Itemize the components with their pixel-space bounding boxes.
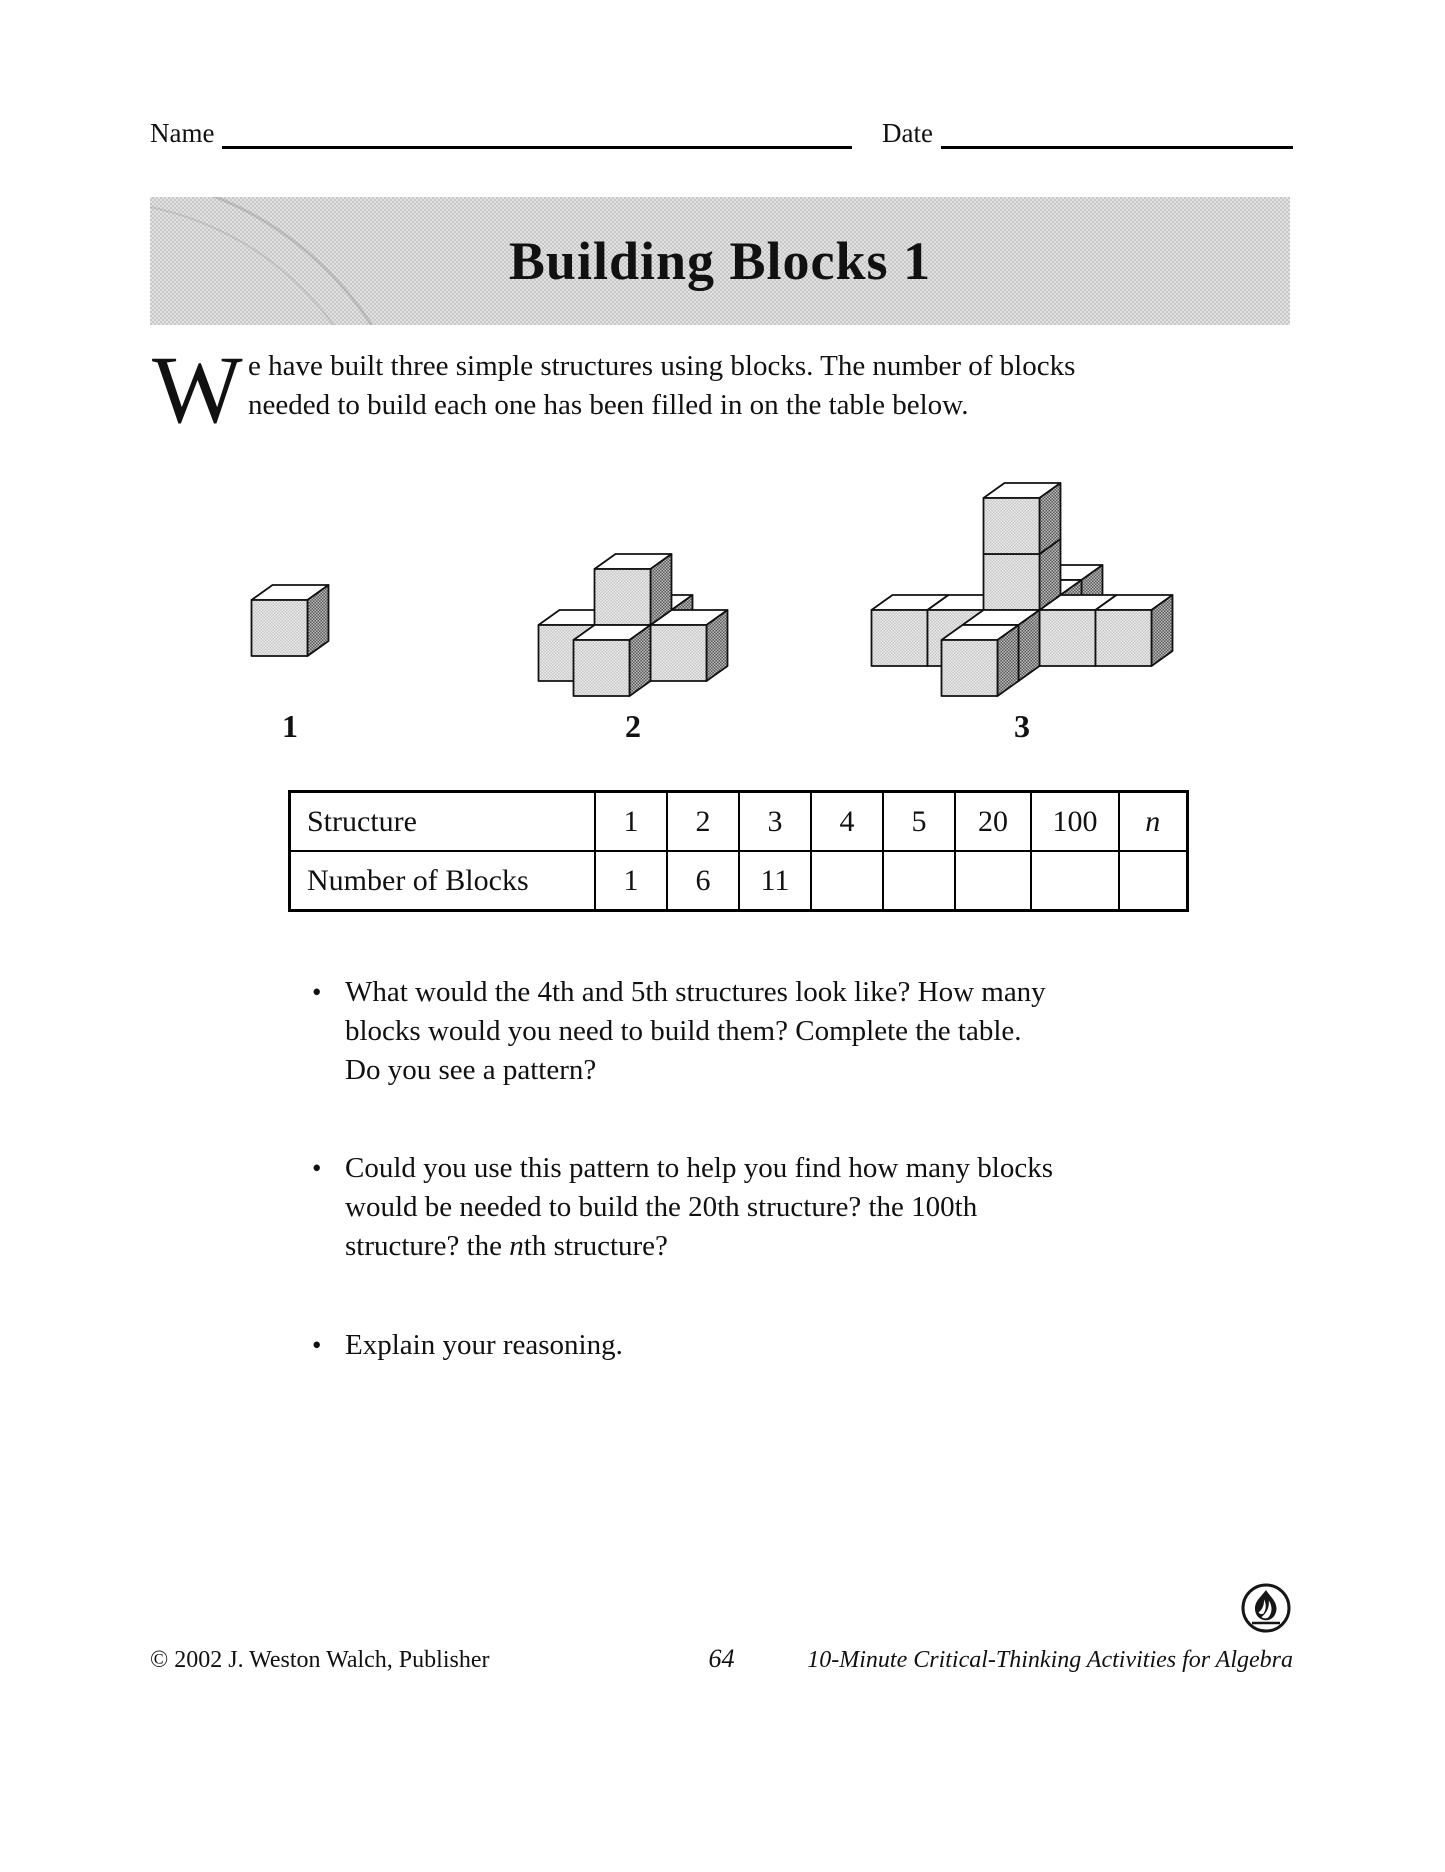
name-blank-line[interactable]	[222, 142, 852, 149]
name-date-row	[150, 118, 1293, 149]
structure-cubes-drawing	[870, 481, 1175, 698]
value-cell: 1	[595, 792, 667, 852]
page-title: Building Blocks 1	[508, 231, 932, 291]
footer-book-title: 10-Minute Critical-Thinking Activities for Algebra	[807, 1647, 1293, 1673]
text-run: What would the 4th and 5th structures look like? How many	[345, 976, 1046, 1008]
bullet-question-1	[312, 973, 1232, 1090]
text-run: Do you see a pattern?	[345, 1054, 597, 1086]
structure-table	[288, 790, 1189, 912]
value-cell: 6	[667, 851, 739, 911]
text-run: Explain your reasoning.	[345, 1329, 623, 1361]
dropcap-w: W	[152, 336, 243, 443]
footer-page-number: 64	[708, 1644, 735, 1673]
name-label: Name	[150, 118, 215, 148]
text-run: Could you use this pattern to help you find how many blocks	[345, 1152, 1054, 1184]
bullet-question-2	[312, 1149, 1232, 1266]
intro-paragraph	[248, 347, 1298, 425]
structure-cubes-drawing	[250, 583, 331, 658]
structure-figure-1	[250, 583, 331, 742]
empty-answer-cell[interactable]	[811, 851, 883, 911]
value-cell: 4	[811, 792, 883, 852]
value-cell: 11	[739, 851, 811, 911]
bullet-text	[345, 1326, 623, 1365]
table-row-blocks	[290, 851, 1188, 911]
value-cell: 2	[667, 792, 739, 852]
footer-row	[150, 1638, 1293, 1674]
structure-figure-3	[870, 481, 1175, 742]
structure-label: 2	[625, 708, 641, 744]
value-cell: n	[1119, 792, 1187, 852]
bullet-question-3	[312, 1326, 1232, 1365]
bullet-text	[345, 1149, 1053, 1266]
bullet-dot-icon: •	[312, 977, 322, 1007]
empty-answer-cell[interactable]	[955, 851, 1031, 911]
structure-figure-2	[537, 552, 730, 742]
text-run: structure? the	[345, 1230, 510, 1262]
title-banner	[150, 197, 1290, 325]
empty-answer-cell[interactable]	[883, 851, 955, 911]
bullet-dot-icon: •	[312, 1153, 322, 1183]
text-run: would be needed to build the 20th structure? the 100th	[345, 1191, 978, 1223]
value-cell: 20	[955, 792, 1031, 852]
structure-label: 1	[282, 708, 298, 744]
bullet-dot-icon: •	[312, 1330, 322, 1360]
empty-answer-cell[interactable]	[1119, 851, 1187, 911]
date-blank-line[interactable]	[941, 142, 1293, 149]
text-run: e have built three simple structures using blocks. The number of blocks	[248, 350, 1076, 382]
text-run: th structure?	[523, 1230, 668, 1262]
table-row-structure	[290, 792, 1188, 852]
bullet-text	[345, 973, 1046, 1090]
row-header-cell: Number of Blocks	[290, 851, 596, 911]
value-cell: 100	[1031, 792, 1119, 852]
date-label: Date	[882, 118, 933, 148]
value-cell: 3	[739, 792, 811, 852]
italic-variable-n: n	[509, 1230, 524, 1262]
text-run: needed to build each one has been filled in on the table below.	[248, 389, 969, 421]
structure-label: 3	[1014, 708, 1030, 744]
row-header-cell: Structure	[290, 792, 596, 852]
publisher-flame-logo-icon	[1240, 1582, 1292, 1634]
structure-cubes-drawing	[537, 552, 730, 698]
value-cell: 5	[883, 792, 955, 852]
empty-answer-cell[interactable]	[1031, 851, 1119, 911]
text-run: blocks would you need to build them? Complete the table.	[345, 1015, 1022, 1047]
value-cell: 1	[595, 851, 667, 911]
footer-copyright: © 2002 J. Weston Walch, Publisher	[150, 1647, 490, 1673]
